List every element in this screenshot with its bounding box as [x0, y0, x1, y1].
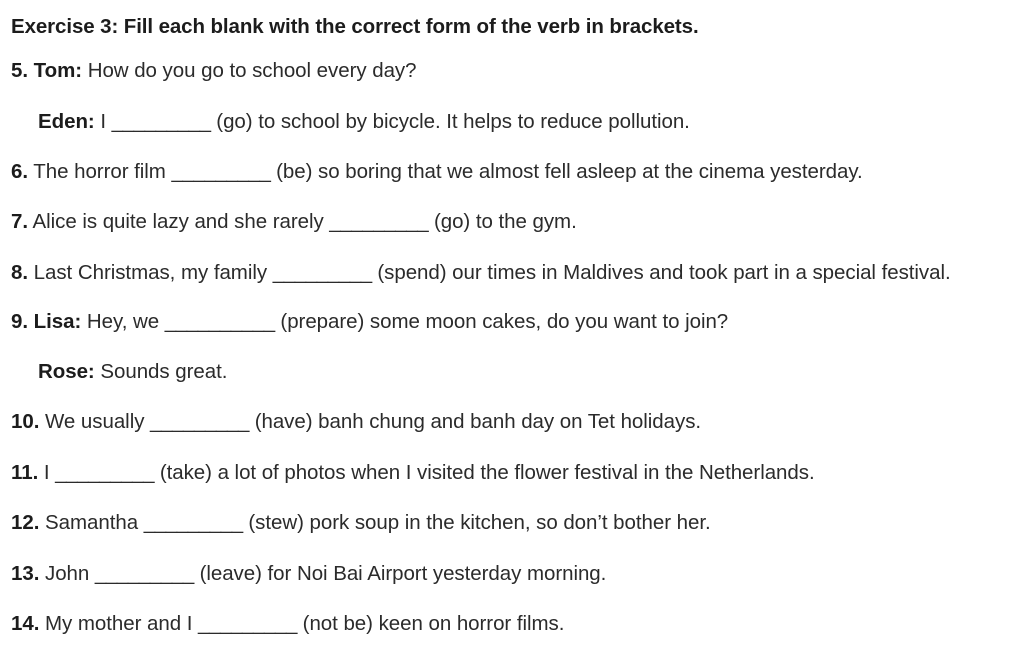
question-text-after: (go) to the gym. [428, 210, 577, 234]
answer-blank[interactable]: __________ [164, 309, 275, 333]
speaker-label-lisa: Lisa: [33, 309, 82, 333]
question-text-before: The horror film [28, 159, 172, 183]
question-text-after: (go) to school by bicycle. It helps to reduce pollution. [210, 110, 690, 134]
question-text-after: (spend) our times in Maldives and took part in a special festival. [371, 260, 951, 284]
speaker-label-tom: Tom: [33, 59, 83, 83]
question-number: 10. [11, 409, 40, 433]
question-number: 13. [11, 561, 40, 585]
question-text-before: Hey, we [81, 309, 165, 333]
question-text-before: My mother and I [39, 612, 199, 636]
question-text-before: We usually [39, 409, 151, 433]
question-number: 7. [11, 210, 28, 234]
question-text-after: (not be) keen on horror films. [297, 612, 565, 636]
answer-blank[interactable]: _________ [198, 612, 298, 636]
answer-blank[interactable]: _________ [111, 110, 211, 134]
question-item-10 [11, 409, 1012, 436]
question-text-after: (be) so boring that we almost fell asleep at the cinema yesterday. [270, 159, 863, 183]
question-item-6 [11, 159, 1012, 186]
answer-blank[interactable]: _________ [55, 460, 155, 484]
question-item-11 [11, 460, 1012, 487]
question-text-before: John [39, 561, 95, 585]
answer-blank[interactable]: _________ [143, 511, 243, 535]
question-item-13 [11, 561, 1012, 588]
answer-blank[interactable]: _________ [329, 210, 429, 234]
question-text-after: (have) banh chung and banh day on Tet holidays. [249, 409, 702, 433]
speaker-label-eden: Eden: [38, 110, 95, 134]
question-text-before: Samantha [39, 511, 144, 535]
answer-blank[interactable]: _________ [171, 159, 271, 183]
answer-blank[interactable]: _________ [150, 409, 250, 433]
question-item-5 [11, 58, 1012, 85]
question-text-before: Last Christmas, my family [28, 260, 273, 284]
question-text-after: (prepare) some moon cakes, do you want to join? [274, 309, 729, 333]
speaker-label-rose: Rose: [38, 360, 95, 384]
question-number: 12. [11, 511, 40, 535]
answer-blank[interactable]: _________ [272, 260, 372, 284]
question-item-8 [11, 260, 1012, 287]
question-text-after: (stew) pork soup in the kitchen, so don’t bother her. [242, 511, 711, 535]
question-number: 6. [11, 159, 28, 183]
question-item-9-reply [11, 359, 1012, 386]
question-text: How do you go to school every day? [82, 59, 417, 83]
question-number: 9. [11, 309, 28, 333]
question-item-5-reply [11, 109, 1012, 136]
question-text-before: I [94, 110, 112, 134]
question-number: 11. [11, 460, 39, 484]
question-number: 5. [11, 59, 28, 83]
answer-blank[interactable]: _________ [94, 561, 194, 585]
question-text-after: (leave) for Noi Bai Airport yesterday morning. [193, 561, 607, 585]
question-item-14 [11, 611, 1012, 638]
question-item-7 [11, 209, 1012, 236]
question-item-9 [11, 309, 1012, 336]
question-number: 14. [11, 612, 40, 636]
question-item-12 [11, 510, 1012, 537]
question-number: 8. [11, 260, 28, 284]
question-text-before: I [38, 460, 56, 484]
question-text-after: (take) a lot of photos when I visited the flower festival in the Netherlands. [154, 460, 815, 484]
exercise-title: Exercise 3: Fill each blank with the correct form of the verb in brackets. [11, 15, 699, 38]
question-text-before: Alice is quite lazy and she rarely [28, 210, 330, 234]
question-text: Sounds great. [94, 360, 228, 384]
